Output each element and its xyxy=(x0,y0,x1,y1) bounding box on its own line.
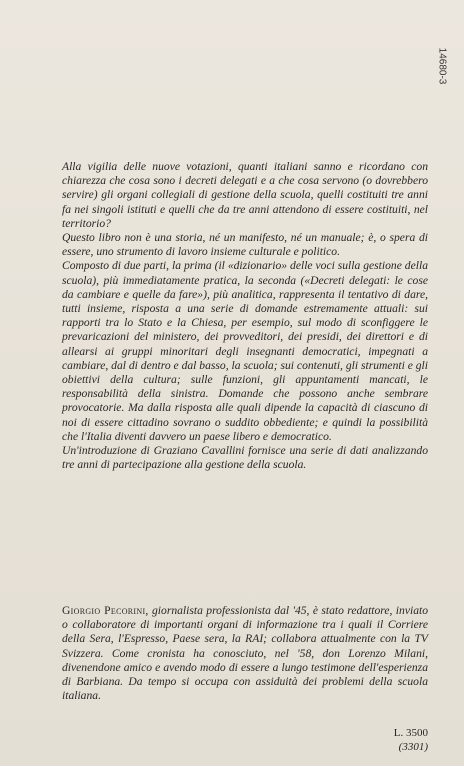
blurb-paragraph-4: Un'introduzione di Graziano Cavallini fornisce una serie di dati analizzando tre anni di partecipazione alla gestione della scuola. xyxy=(62,444,428,472)
catalog-code: (3301) xyxy=(398,741,428,753)
author-bio xyxy=(62,604,428,703)
blurb-paragraph-1: Alla vigilia delle nuove votazioni, quanti italiani sanno e ricordano con chiarezza che cosa sono i decreti delegati e a che cosa servono (o dovrebbero servire) gli organi collegiali di gestione della scuola, quelli costituiti tre anni fa nei singoli istituti e quelli che da tre anni attendono di essere costituiti, nel territorio? xyxy=(62,160,428,230)
price: L. 3500 xyxy=(393,727,428,739)
author-bio-text: giornalista professionista dal '45, è stato redattore, inviato o collaboratore di importanti organi di informazione tra i quali il Corriere della Sera, l'Espresso, Paese sera, la RAI; collabora attualmente con la TV Svizzera. Come cronista ha conosciuto, nel '58, don Lorenzo Milani, divenendone amico e avendo modo di essere a lungo testimone dell'esperienza di Barbiana. Da tempo si occupa con assiduità dei problemi della scuola italiana. xyxy=(62,604,429,703)
author-bio-paragraph xyxy=(62,604,428,703)
price-block xyxy=(394,726,428,754)
author-name: Giorgio Pecorini, xyxy=(62,604,149,617)
blurb-paragraph-3: Composto di due parti, la prima (il «dizionario» delle voci sulla gestione della scuola), più immediatamente pratica, la seconda («Decreti delegati: le cose da cambiare e quelle da fare»), più analitica, rappresenta il tentativo di dare, tutti insieme, risposta a una serie di domande estremamente attuali: sui rapporti tra lo Stato e la Chiesa, per esempio, sul modo di sconfiggere le prevaricazioni del ministero, dei provveditori, dei presidi, dei direttori e di allearsi ai gruppi minoritari degli insegnanti democratici, impegnati a cambiare, dal di dentro e dal basso, la scuola; sui contenuti, gli strumenti e gli obiettivi della cultura; sulle funzioni, gli appuntamenti mancati, le responsabilità della sinistra. Domande che possono anche sembrare provocatorie. Ma dalla risposta alle quali dipende la capacità di ciascuno di noi di essere cittadino sovrano o suddito obbediente; e quindi la possibilità che l'Italia diventi davvero un paese libero e democratico. xyxy=(62,259,428,443)
isbn-code xyxy=(434,36,450,96)
blurb xyxy=(62,160,428,472)
isbn-code-text: 14680-3 xyxy=(436,47,448,85)
blurb-paragraph-2: Questo libro non è una storia, né un manifesto, né un manuale; è, o spera di essere, uno strumento di lavoro insieme culturale e politico. xyxy=(62,231,428,259)
